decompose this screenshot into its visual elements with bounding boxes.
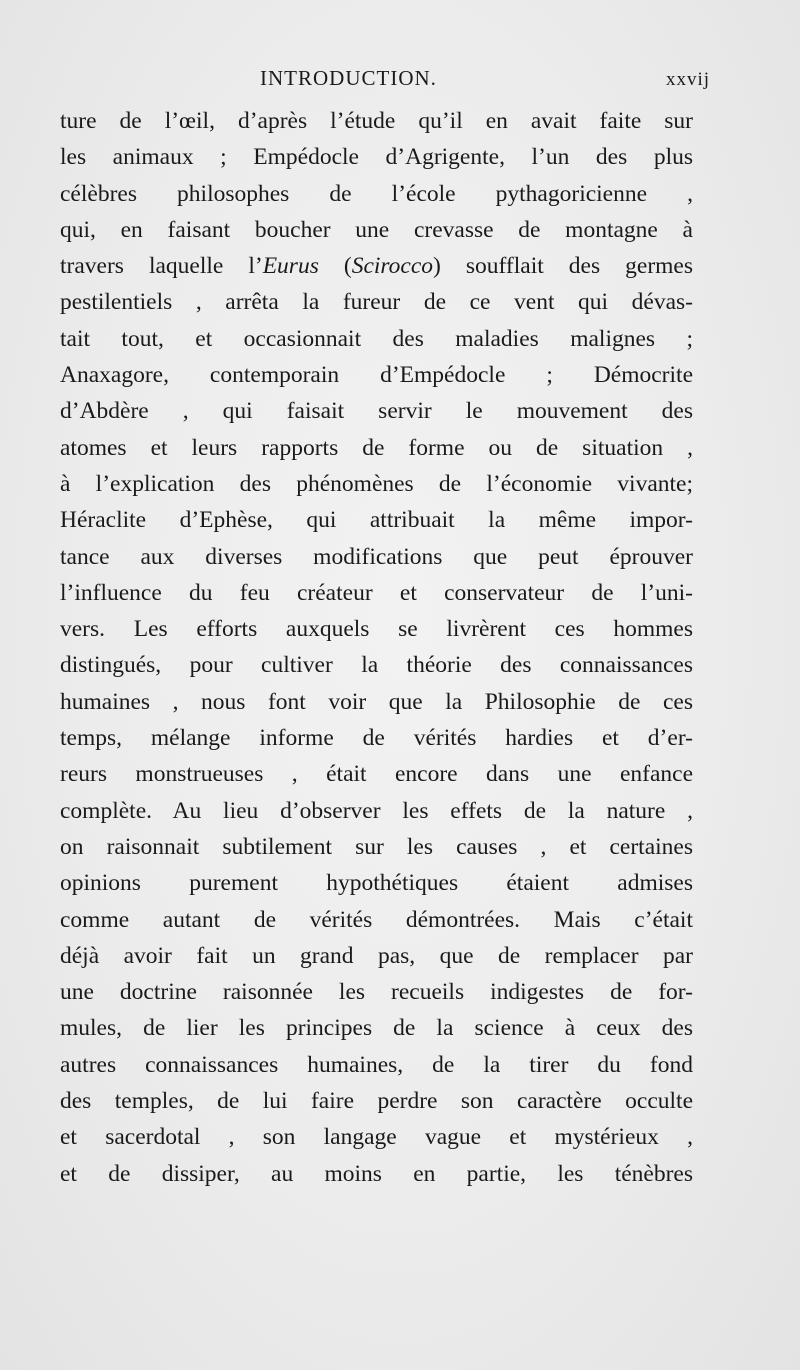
text-line: Anaxagore, contemporain d’Empédocle ; Démocrite [60,362,693,389]
line-segment: ( [318,253,352,280]
text-line: Héraclite d’Ephèse, qui attribuait la même impor- [60,507,693,534]
text-line: humaines , nous font voir que la Philosophie de ces [60,688,693,715]
text-line: vers. Les efforts auxquels se livrèrent ces hommes [60,616,693,643]
text-line: complète. Au lieu d’observer les effets de la nature , [60,797,693,824]
text-line: déjà avoir fait un grand pas, que de remplacer par [60,942,693,969]
text-line-with-italics [60,248,693,284]
page-number: xxvij [665,69,710,90]
line-segment: travers laquelle l’ [60,253,263,280]
text-line: autres connaissances humaines, de la tirer du fond [60,1051,693,1078]
text-line: une doctrine raisonnée les recueils indigestes de for- [60,979,693,1006]
text-line: mules, de lier les principes de la science à ceux des [60,1015,693,1042]
text-line: les animaux ; Empédocle d’Agrigente, l’un des plus [60,144,693,171]
italic-term-scirocco: Scirocco [351,253,434,280]
text-line: temps, mélange informe de vérités hardies et d’er- [60,725,693,752]
text-line: d’Abdère , qui faisait servir le mouvement des [60,398,693,425]
text-line: on raisonnait subtilement sur les causes , et certaines [60,833,693,860]
text-line: tait tout, et occasionnait des maladies malignes ; [60,325,693,352]
text-line: à l’explication des phénomènes de l’économie vivante; [60,470,693,497]
text-line: et sacerdotal , son langage vague et mystérieux , [60,1124,693,1151]
text-line: des temples, de lui faire perdre son caractère occulte [60,1088,693,1115]
text-line: distingués, pour cultiver la théorie des connaissances [60,652,693,679]
text-line: opinions purement hypothétiques étaient admises [60,870,693,897]
text-line: comme autant de vérités démontrées. Mais c’était [60,906,693,933]
text-line: ture de l’œil, d’après l’étude qu’il en avait faite sur [60,108,693,134]
italic-term-eurus: Eurus [262,253,319,280]
text-line: atomes et leurs rapports de forme ou de situation , [60,434,693,461]
line-segment: ) soufflait des germes [433,253,693,280]
text-line: l’influence du feu créateur et conservateur de l’uni- [60,579,693,606]
text-line: célèbres philosophes de l’école pythagoricienne , [60,180,693,207]
body-text [60,103,693,1192]
text-line: et de dissiper, au moins en partie, les ténèbres [60,1160,693,1187]
text-line: pestilentiels , arrêta la fureur de ce vent qui dévas- [60,289,693,316]
text-line: tance aux diverses modifications que peut éprouver [60,543,693,570]
text-line: reurs monstrueuses , était encore dans une enfance [60,761,693,788]
running-head [60,66,710,96]
running-title: INTRODUCTION. [260,66,437,90]
text-line: qui, en faisant boucher une crevasse de montagne à [60,216,693,243]
